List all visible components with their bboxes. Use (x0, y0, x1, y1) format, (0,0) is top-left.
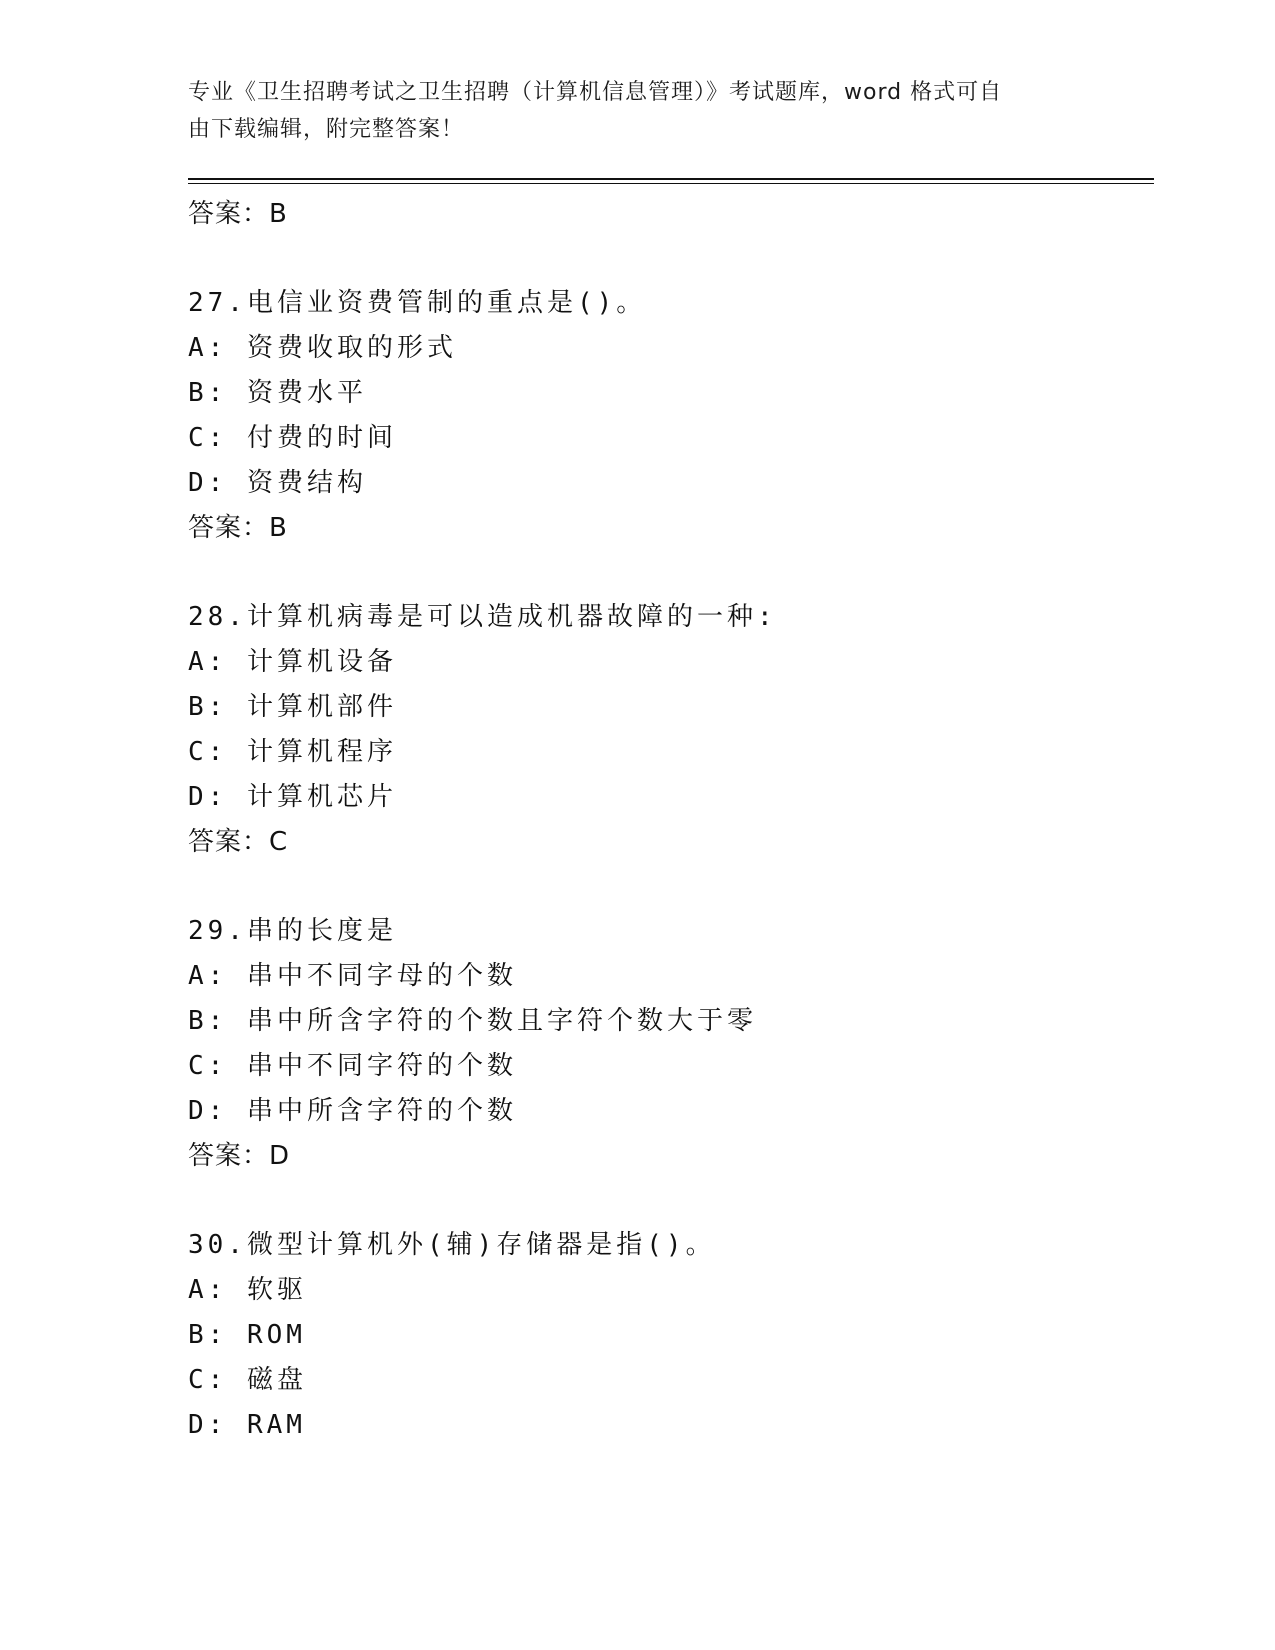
answer-line: 答案：C (188, 827, 289, 857)
option-b: B: 串中所含字符的个数且字符个数大于零 (188, 1006, 757, 1036)
option-c: C: 计算机程序 (188, 737, 397, 767)
question-title: 30.微型计算机外(辅)存储器是指()。 (188, 1230, 716, 1260)
document-header (188, 74, 1068, 148)
question-block (188, 1223, 1148, 1448)
question-title: 27.电信业资费管制的重点是()。 (188, 288, 647, 318)
option-c: C: 串中不同字符的个数 (188, 1051, 517, 1081)
option-d: D: RAM (188, 1410, 306, 1440)
option-a: A: 串中不同字母的个数 (188, 961, 517, 991)
question-block (188, 595, 1148, 865)
option-d: D: 串中所含字符的个数 (188, 1096, 517, 1126)
question-block (188, 909, 1148, 1179)
option-d: D: 资费结构 (188, 468, 367, 498)
option-a: A: 软驱 (188, 1275, 307, 1305)
option-b: B: 资费水平 (188, 378, 367, 408)
option-b: B: ROM (188, 1320, 306, 1350)
option-a: A: 计算机设备 (188, 647, 397, 677)
question-list (188, 192, 1148, 1448)
option-c: C: 磁盘 (188, 1365, 307, 1395)
header-line-2: 由下载编辑，附完整答案！ (188, 117, 465, 142)
question-title: 28.计算机病毒是可以造成机器故障的一种: (188, 602, 777, 632)
header-divider-thick (188, 178, 1154, 180)
answer-line: 答案：B (188, 513, 288, 543)
option-c: C: 付费的时间 (188, 423, 397, 453)
question-title: 29.串的长度是 (188, 916, 397, 946)
option-d: D: 计算机芯片 (188, 782, 397, 812)
question-block (188, 281, 1148, 551)
header-line-1: 专业《卫生招聘考试之卫生招聘（计算机信息管理）》考试题库，word 格式可自 (188, 80, 1003, 105)
answer-line: 答案：B (188, 199, 288, 229)
header-divider-thin (188, 183, 1154, 184)
option-b: B: 计算机部件 (188, 692, 397, 722)
answer-line: 答案：D (188, 1141, 291, 1171)
option-a: A: 资费收取的形式 (188, 333, 457, 363)
